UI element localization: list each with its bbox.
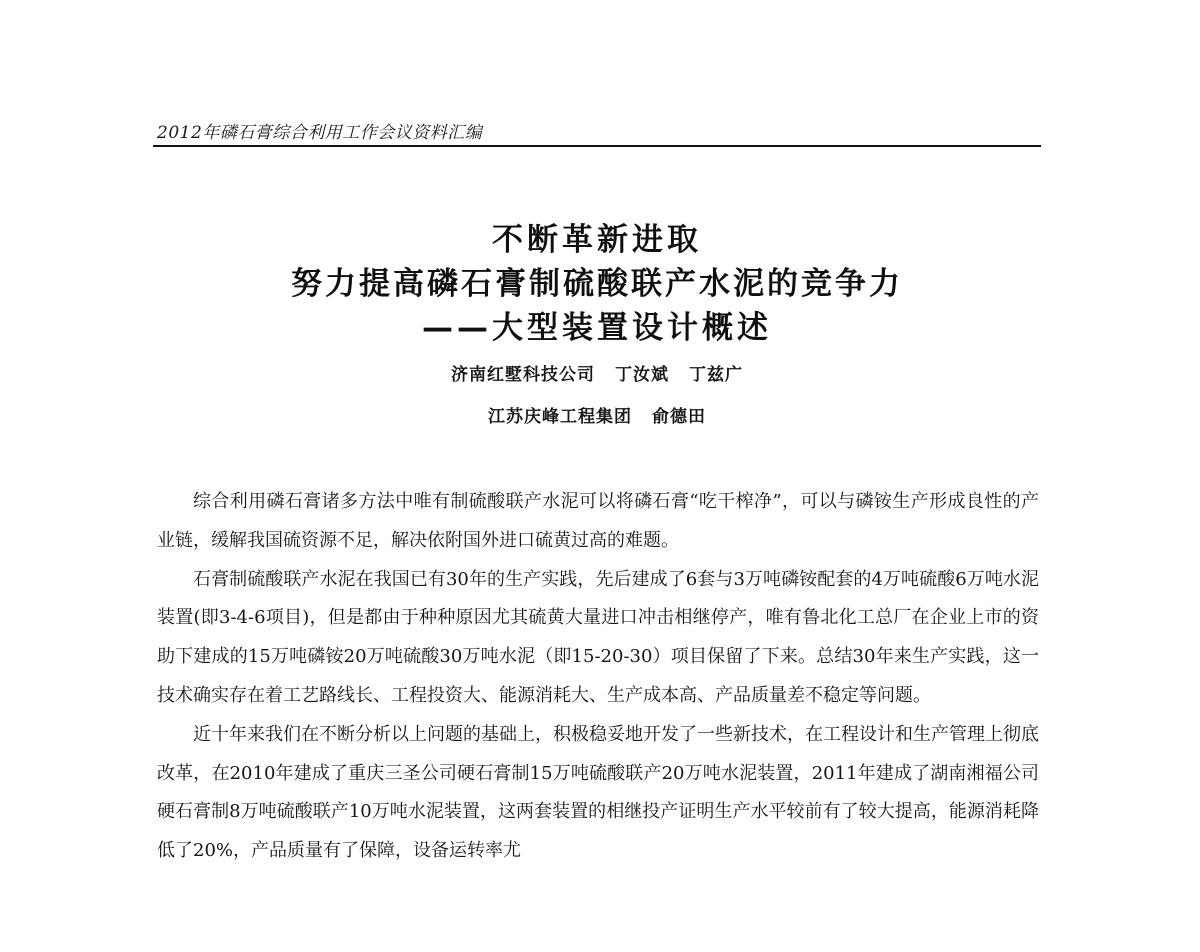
author-3: 俞德田 (652, 407, 706, 427)
body-text (157, 483, 1039, 871)
header-rule (153, 145, 1041, 147)
title-line-2: 努力提高磷石膏制硫酸联产水泥的竞争力 (291, 266, 903, 302)
paragraph-1: 综合利用磷石膏诸多方法中唯有制硫酸联产水泥可以将磷石膏“吃干榨净”，可以与磷铵生产形成良性的产业链，缓解我国硫资源不足，解决依附国外进口硫黄过高的难题。 (157, 491, 1039, 551)
affiliation-2: 江苏庆峰工程集团 (488, 407, 632, 427)
affiliation-1: 济南红墅科技公司 (451, 365, 595, 385)
byline-1 (153, 360, 1041, 385)
author-2: 丁兹广 (689, 365, 743, 385)
title-line-3: ——大型装置设计概述 (422, 310, 772, 346)
author-1: 丁汝斌 (615, 365, 669, 385)
paragraph-3: 近十年来我们在不断分析以上问题的基础上，积极稳妥地开发了一些新技术，在工程设计和生产管理上彻底改革，在2010年建成了重庆三圣公司硬石膏制15万吨硫酸联产20万吨水泥装置，2011年建成了湖南湘福公司硬石膏制8万吨硫酸联产10万吨水泥装置，这两套装置的相继投产证明生产水平较前有了较大提高，能源消耗降低了20%，产品质量有了保障，设备运转率尤 (157, 723, 1039, 862)
running-header: 2012年磷石膏综合利用工作会议资料汇编 (157, 123, 483, 143)
title-line-1: 不断革新进取 (492, 222, 702, 258)
byline-2 (153, 402, 1041, 427)
paragraph-2: 石膏制硫酸联产水泥在我国已有30年的生产实践，先后建成了6套与3万吨磷铵配套的4万吨硫酸6万吨水泥装置(即3-4-6项目)，但是都由于种种原因尤其硫黄大量进口冲击相继停产，唯有鲁北化工总厂在企业上市的资助下建成的15万吨磷铵20万吨硫酸30万吨水泥（即15-20-30）项目保留了下来。总结30年来生产实践，这一技术确实存在着工艺路线长、工程投资大、能源消耗大、生产成本高、产品质量差不稳定等问题。 (157, 568, 1039, 706)
